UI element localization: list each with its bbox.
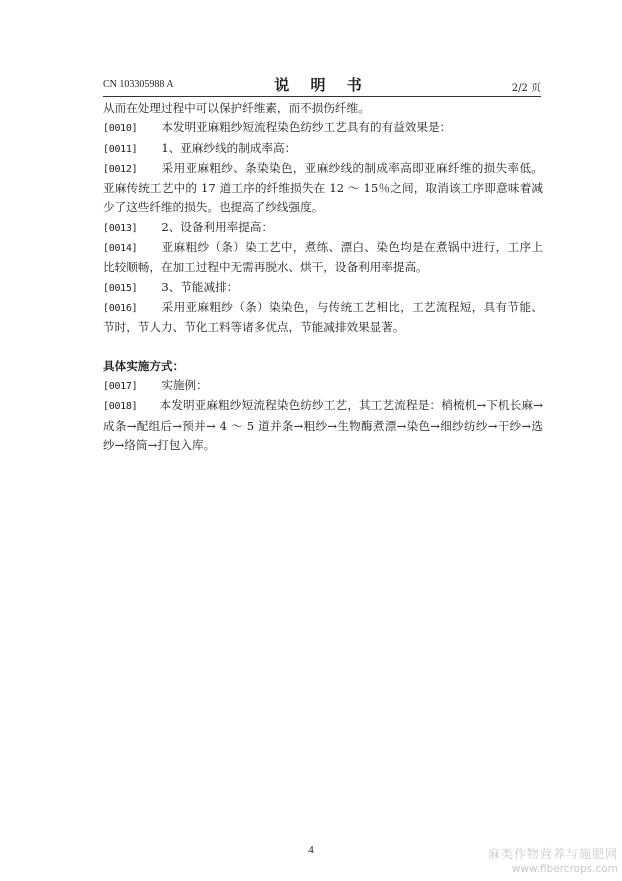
paragraph-0010: [103, 118, 543, 138]
section-heading: 具体实施方式：: [103, 358, 185, 373]
paragraph-0012: [103, 159, 543, 218]
paragraph-number: [0010]: [103, 123, 138, 135]
paragraph-continuation: [103, 99, 543, 118]
paragraph-text: 1、亚麻纱线的制成率高：: [161, 140, 297, 155]
page-number: 4: [308, 844, 314, 856]
paragraph-text: 从而在处理过程中可以保护纤维素，而不损伤纤维。: [103, 101, 370, 115]
document-body: [103, 99, 543, 455]
paragraph-text: 2、设备利用率提高：: [161, 219, 274, 234]
document-title: 说 明 书: [274, 76, 370, 94]
paragraph-text: 采用亚麻粗纱（条）染染色，与传统工艺相比，工艺流程短，具有节能、节时，节人力、节化工料等诸多优点，节能减排效果显著。: [103, 299, 543, 335]
paragraph-number: [0013]: [103, 222, 138, 234]
paragraph-number: [0011]: [103, 143, 138, 155]
paragraph-0013: [103, 218, 543, 238]
paragraph-0017: [103, 376, 543, 396]
section-spacer: [103, 338, 543, 357]
paragraph-text: 亚麻粗纱（条）染工艺中，煮练、漂白、染色均是在煮锅中进行，工序上比较顺畅，在加工过程中无需再脱水、烘干，设备利用率提高。: [103, 240, 543, 275]
paragraph-0018: [103, 396, 543, 455]
watermark-url: www.fibercrops.com: [511, 863, 618, 875]
paragraph-number: [0018]: [103, 401, 138, 413]
paragraph-number: [0015]: [103, 282, 138, 294]
paragraph-number: [0014]: [103, 243, 138, 255]
paragraph-number: [0017]: [103, 381, 138, 393]
paragraph-text: 3、节能减排：: [161, 279, 239, 294]
page-indicator: 2/2 页: [511, 83, 541, 94]
paragraph-0011: [103, 139, 543, 159]
paragraph-0016: [103, 298, 543, 338]
paragraph-0015: [103, 278, 543, 298]
paragraph-number: [0016]: [103, 302, 138, 314]
paragraph-text: 采用亚麻粗纱、条染染色，亚麻纱线的制成率高即亚麻纤维的损失率低。亚麻传统工艺中的 17 道工序的纤维损失在 12 ～ 15％之间，取消该工序即意味着减少了这些纤维的损失。也提高了纱线强度。: [103, 160, 543, 215]
watermark-site-name: 麻类作物营养与施肥网: [487, 847, 618, 861]
paragraph-number: [0012]: [103, 163, 138, 175]
watermark: [488, 847, 618, 877]
paragraph-0014: [103, 238, 543, 278]
paragraph-text: 实施例：: [161, 378, 208, 393]
paragraph-text: 本发明亚麻粗纱短流程染色纺纱工艺具有的有益效果是：: [161, 120, 452, 135]
page-header: [103, 74, 541, 97]
paragraph-text: 本发明亚麻粗纱短流程染色纺纱工艺，其工艺流程是：梢梳机→下机长麻→成条→配组后→预并→ 4 ～ 5 道并条→粗纱→生物酶煮漂→染色→细纱纺纱→干纱→选纱→络筒→打包入库。: [103, 398, 543, 453]
patent-number: CN 103305988 A: [103, 79, 174, 90]
